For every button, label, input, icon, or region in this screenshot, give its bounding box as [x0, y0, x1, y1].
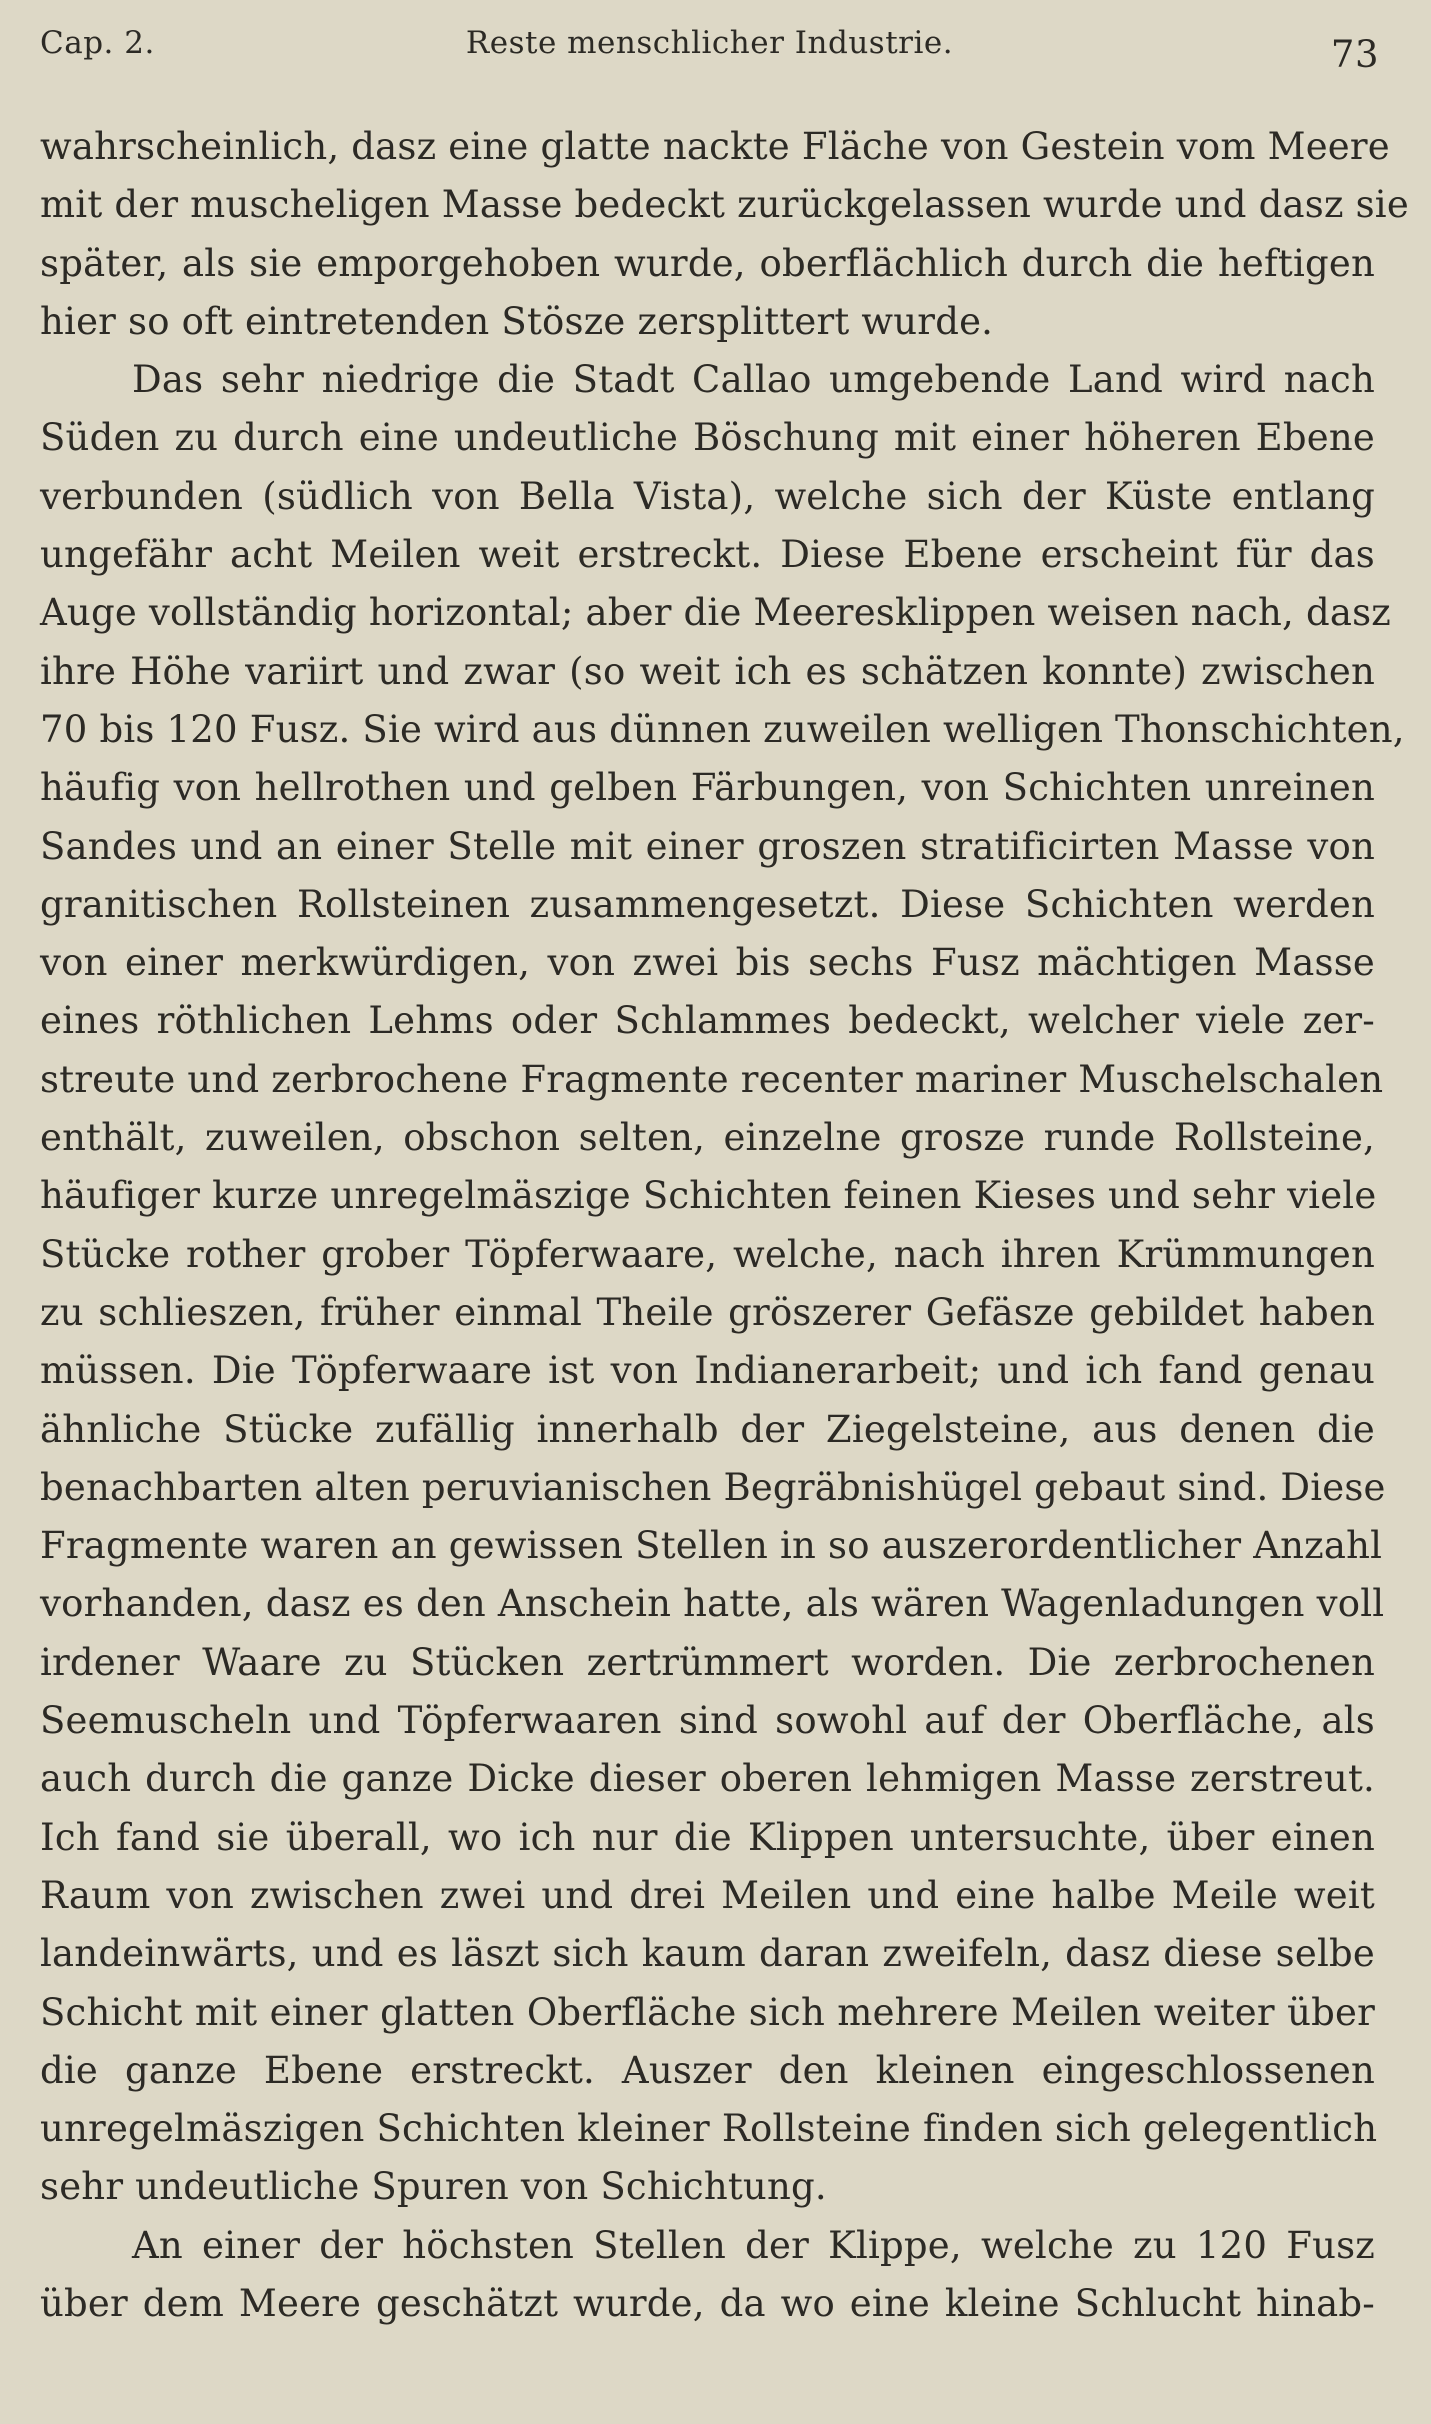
chapter-label: Cap. 2. [40, 25, 155, 61]
text-line: häufiger kurze unregelmäszige Schichten feinen Kieses und sehr viele [40, 1174, 1377, 1218]
text-line: vorhanden, dasz es den Anschein hatte, als wären Wagenladungen voll [40, 1582, 1385, 1626]
text-line: ähnliche Stücke zufällig innerhalb der Ziegelsteine, aus denen die [40, 1407, 1375, 1451]
text-line: Auge vollständig horizontal; aber die Meeresklippen weisen nach, dasz [40, 591, 1391, 635]
text-line: verbunden (südlich von Bella Vista), welche sich der Küste entlang [40, 474, 1375, 518]
running-head [40, 25, 1379, 78]
text-line: ungefähr acht Meilen weit erstreckt. Diese Ebene erscheint für das [40, 533, 1375, 577]
text-line: mit der muscheligen Masse bedeckt zurückgelassen wurde und dasz sie [40, 183, 1409, 227]
text-line: Stücke rother grober Töpferwaare, welche, nach ihren Krümmungen [40, 1232, 1375, 1276]
text-line: eines röthlichen Lehms oder Schlammes bedeckt, welcher viele zer- [40, 999, 1375, 1043]
text-line: An einer der höchsten Stellen der Klippe, welche zu 120 Fusz [132, 2223, 1375, 2267]
text-line: Seemuscheln und Töpferwaaren sind sowohl auf der Oberfläche, als [40, 1699, 1375, 1743]
text-line: ihre Höhe variirt und zwar (so weit ich es schätzen konnte) zwischen [40, 649, 1375, 693]
text-line: die ganze Ebene erstreckt. Auszer den kleinen eingeschlossenen [40, 2048, 1375, 2092]
text-line: Sandes und an einer Stelle mit einer groszen stratificirten Masse von [40, 824, 1375, 868]
text-line: zu schlieszen, früher einmal Theile gröszerer Gefäsze gebildet haben [40, 1290, 1375, 1334]
text-line: irdener Waare zu Stücken zertrümmert worden. Die zerbrochenen [40, 1640, 1375, 1684]
text-line: Süden zu durch eine undeutliche Böschung mit einer höheren Ebene [40, 416, 1375, 460]
text-line: sehr undeutliche Spuren von Schichtung. [40, 2165, 827, 2209]
text-line: auch durch die ganze Dicke dieser oberen lehmigen Masse zerstreut. [40, 1757, 1375, 1801]
text-line: enthält, zuweilen, obschon selten, einzelne grosze runde Rollsteine, [40, 1116, 1375, 1160]
text-line: über dem Meere geschätzt wurde, da wo eine kleine Schlucht hinab- [40, 2281, 1375, 2325]
text-line: müssen. Die Töpferwaare ist von Indianerarbeit; und ich fand genau [40, 1349, 1375, 1393]
text-line: wahrscheinlich, dasz eine glatte nackte Fläche von Gestein vom Meere [40, 125, 1390, 168]
text-line: Raum von zwischen zwei und drei Meilen und eine halbe Meile weit [40, 1873, 1375, 1917]
text-line: von einer merkwürdigen, von zwei bis sechs Fusz mächtigen Masse [40, 941, 1375, 985]
text-line: landeinwärts, und es läszt sich kaum daran zweifeln, dasz diese selbe [40, 1932, 1375, 1976]
text-line: Das sehr niedrige die Stadt Callao umgebende Land wird nach [132, 358, 1375, 402]
text-line: benachbarten alten peruvianischen Begräbnishügel gebaut sind. Diese [40, 1465, 1386, 1509]
text-line: granitischen Rollsteinen zusammengesetzt. Diese Schichten werden [40, 882, 1375, 926]
text-line: Ich fand sie überall, wo ich nur die Klippen untersuchte, über einen [40, 1815, 1375, 1859]
body-text [40, 118, 1409, 2333]
text-line: hier so oft eintretenden Stösze zersplittert wurde. [40, 299, 994, 343]
text-line: Fragmente waren an gewissen Stellen in so auszerordentlicher Anzahl [40, 1524, 1383, 1568]
text-line: später, als sie emporgehoben wurde, oberflächlich durch die heftigen [40, 241, 1375, 285]
running-title: Reste menschlicher Industrie. [465, 25, 954, 61]
text-line: 70 bis 120 Fusz. Sie wird aus dünnen zuweilen welligen Thonschichten, [40, 707, 1405, 751]
text-line: Schicht mit einer glatten Oberfläche sich mehrere Meilen weiter über [40, 1990, 1375, 2034]
text-line: unregelmäszigen Schichten kleiner Rollsteine finden sich gelegentlich [40, 2107, 1378, 2151]
text-line: streute und zerbrochene Fragmente recenter mariner Muschelschalen [40, 1057, 1384, 1101]
text-line: häufig von hellrothen und gelben Färbungen, von Schichten unreinen [40, 766, 1375, 810]
page-number: 73 [1330, 33, 1379, 76]
